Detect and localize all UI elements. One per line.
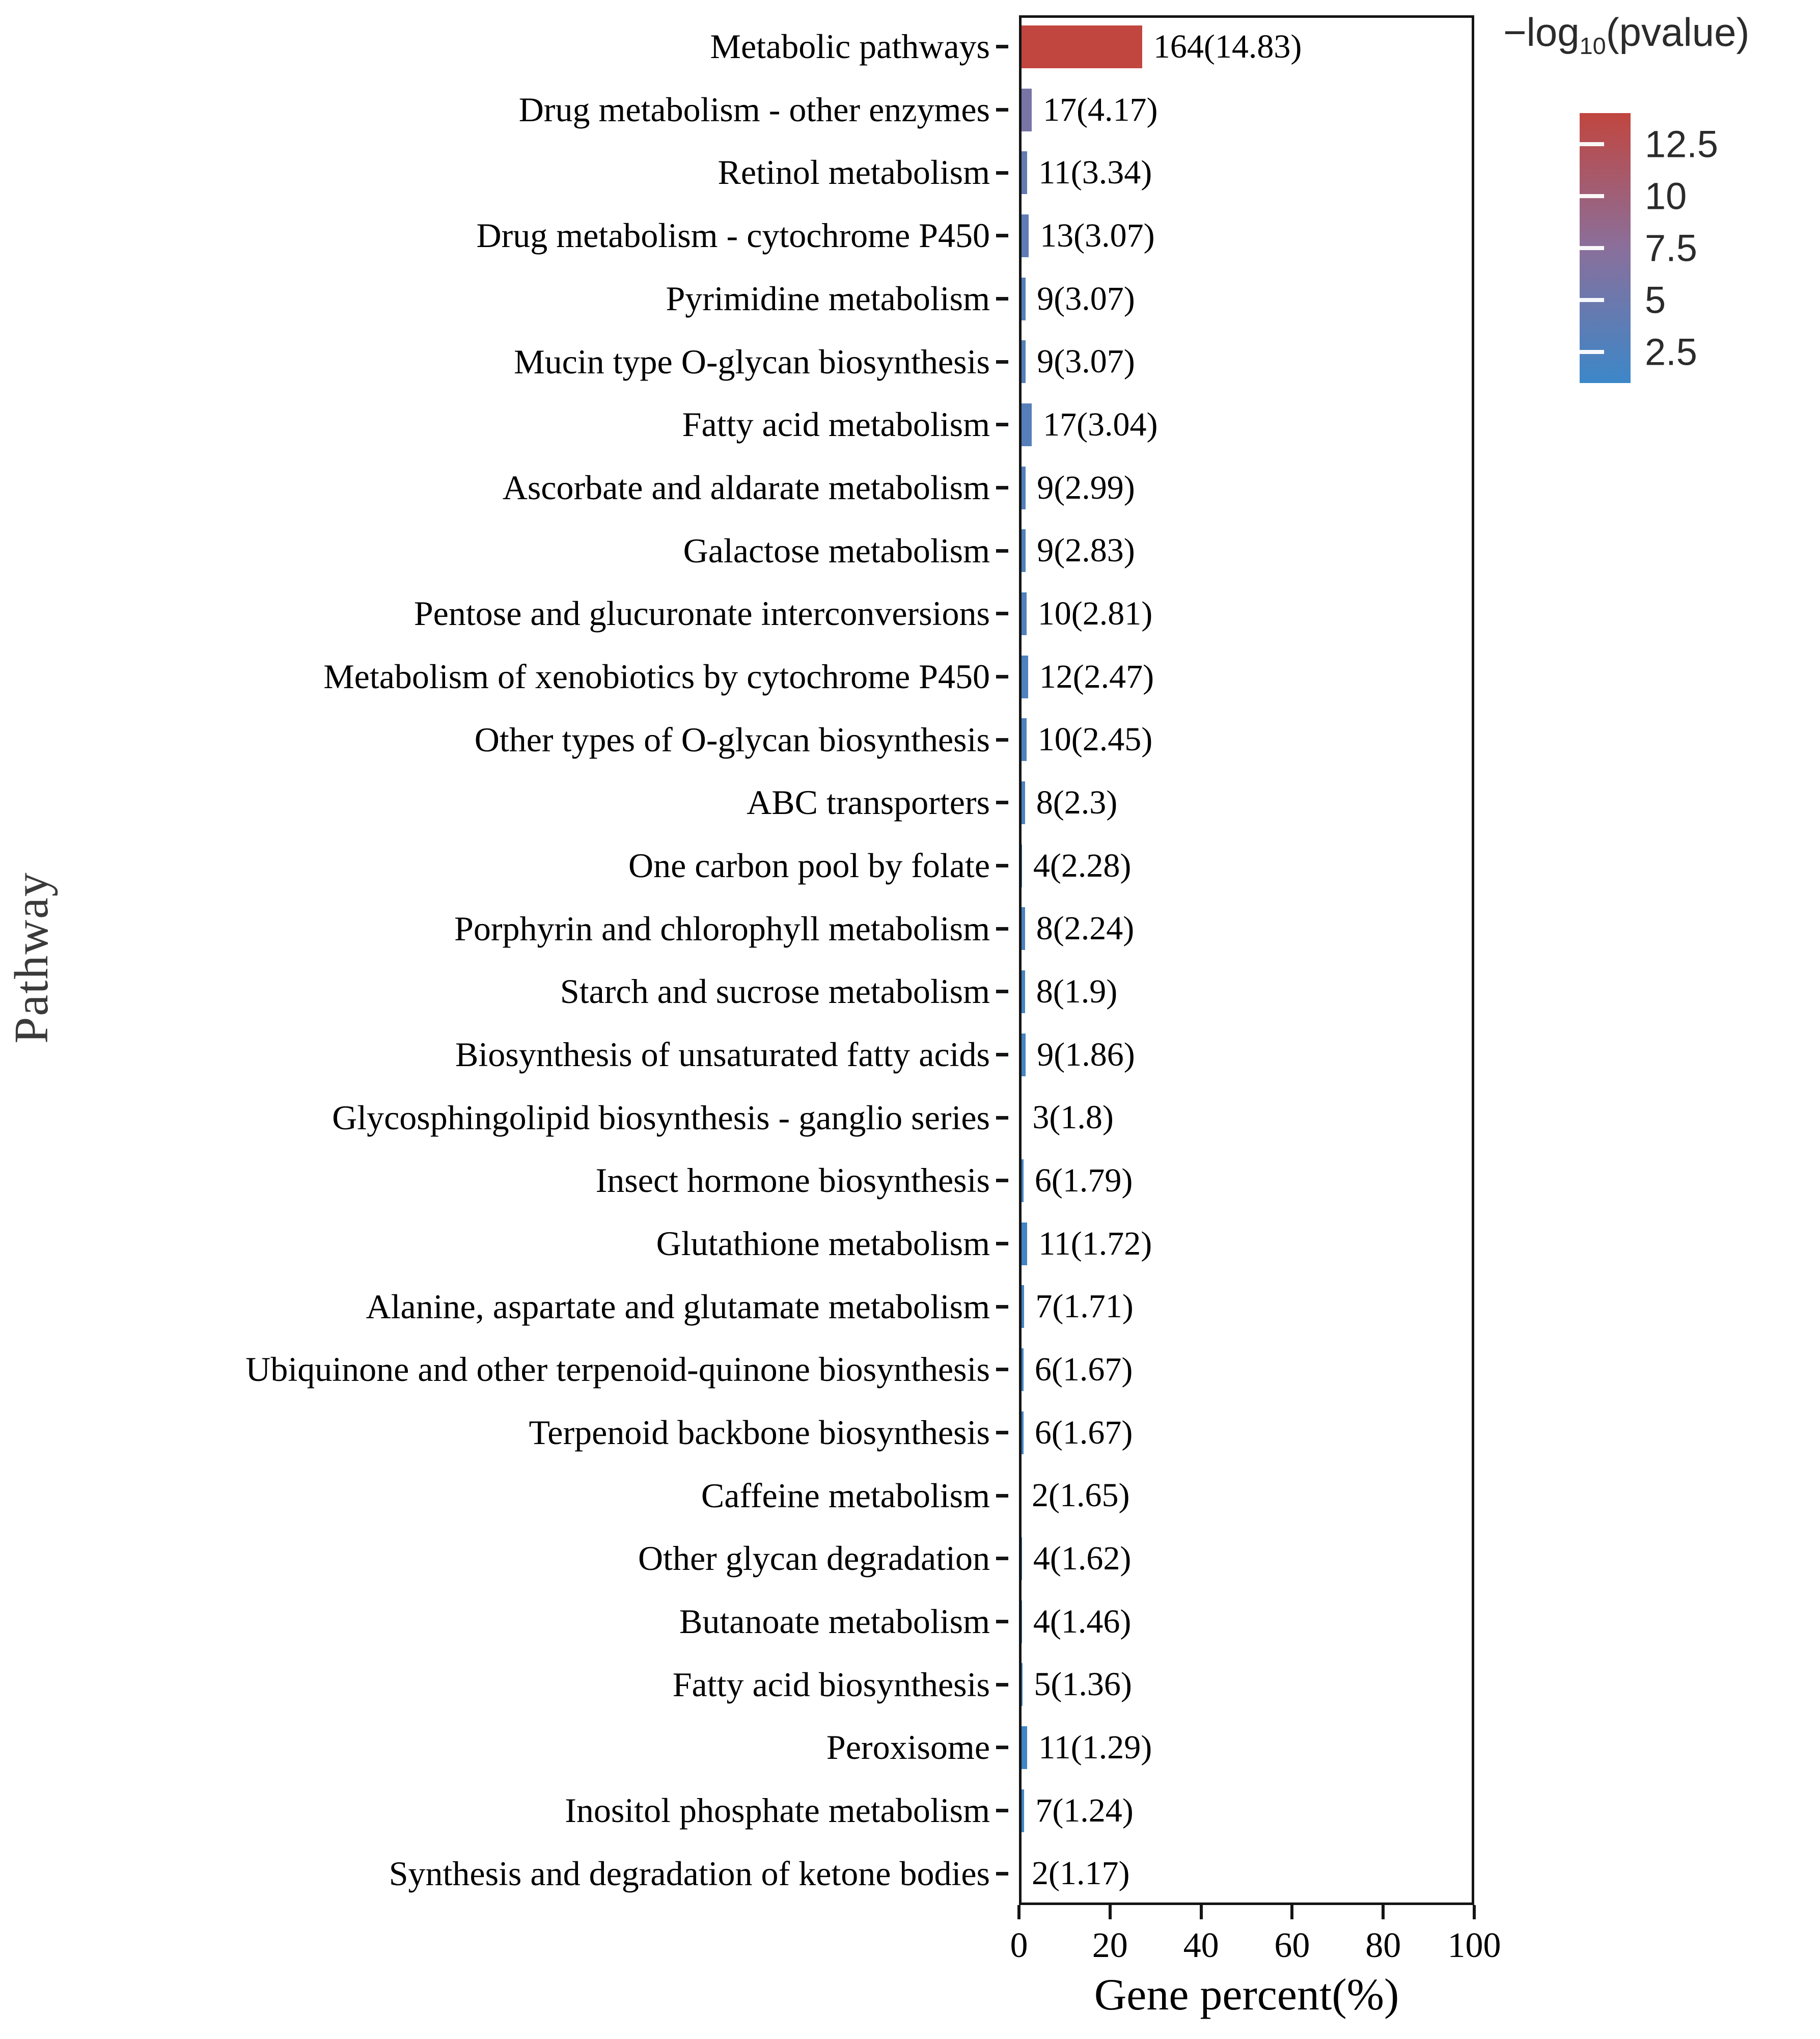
y-axis-tick bbox=[996, 1179, 1008, 1182]
x-axis-tick-label: 60 bbox=[1274, 1926, 1310, 1965]
pathway-label: Drug metabolism - cytochrome P450 bbox=[476, 216, 990, 255]
bar-cell bbox=[1019, 267, 1135, 331]
gene-percent-bar bbox=[1019, 25, 1142, 68]
y-axis-tick bbox=[996, 423, 1008, 426]
legend-title-prefix: −log bbox=[1503, 10, 1580, 55]
bar-value-label: 6(1.67) bbox=[1034, 1413, 1133, 1451]
y-axis-tick bbox=[996, 45, 1008, 48]
gene-percent-bar bbox=[1019, 1222, 1027, 1265]
pathway-label: Galactose metabolism bbox=[683, 531, 990, 570]
y-axis-tick bbox=[996, 171, 1008, 175]
pathway-row bbox=[0, 834, 1474, 898]
colorbar-tick-label: 2.5 bbox=[1645, 331, 1697, 373]
bar-cell bbox=[1019, 834, 1131, 898]
gene-percent-bar bbox=[1019, 1852, 1021, 1895]
y-axis-tick bbox=[996, 297, 1008, 301]
colorbar-tick bbox=[1580, 142, 1604, 146]
y-axis-title: Pathway bbox=[5, 872, 58, 1044]
gene-percent-bar bbox=[1019, 907, 1025, 950]
bar-cell bbox=[1019, 1590, 1131, 1653]
bar-value-label: 164(14.83) bbox=[1153, 28, 1302, 65]
bar-cell bbox=[1019, 1716, 1152, 1779]
bar-cell bbox=[1019, 1842, 1129, 1905]
pathway-label: Starch and sucrose metabolism bbox=[560, 972, 990, 1011]
gene-percent-bar bbox=[1019, 1348, 1024, 1391]
pathway-row bbox=[0, 393, 1474, 456]
y-axis-tick bbox=[996, 360, 1008, 364]
y-axis-tick bbox=[996, 1368, 1008, 1371]
bar-cell bbox=[1019, 645, 1154, 709]
pathway-label: Metabolic pathways bbox=[710, 27, 990, 66]
x-axis-tick bbox=[1382, 1905, 1385, 1919]
bar-cell bbox=[1019, 1086, 1114, 1149]
pathway-row bbox=[0, 771, 1474, 834]
pathway-label: Fatty acid biosynthesis bbox=[672, 1665, 990, 1704]
gene-percent-bar bbox=[1019, 1159, 1024, 1202]
bar-value-label: 6(1.67) bbox=[1034, 1350, 1133, 1388]
pathway-label: Ascorbate and aldarate metabolism bbox=[502, 468, 990, 507]
bar-cell bbox=[1019, 1275, 1134, 1338]
pathway-row bbox=[0, 1590, 1474, 1653]
y-axis-tick bbox=[996, 738, 1008, 742]
bar-value-label: 2(1.65) bbox=[1032, 1477, 1130, 1514]
gene-percent-bar bbox=[1019, 1034, 1026, 1076]
y-axis-tick bbox=[996, 1620, 1008, 1623]
bar-value-label: 11(1.72) bbox=[1038, 1225, 1152, 1262]
pathway-label: Fatty acid metabolism bbox=[682, 405, 990, 444]
bar-value-label: 11(1.29) bbox=[1038, 1728, 1152, 1766]
gene-percent-bar bbox=[1019, 467, 1026, 509]
y-axis-tick bbox=[996, 1116, 1008, 1120]
gene-percent-bar bbox=[1019, 592, 1027, 635]
y-axis-tick bbox=[996, 1494, 1008, 1498]
pathway-row bbox=[0, 1779, 1474, 1842]
pathway-row bbox=[0, 582, 1474, 645]
bar-cell bbox=[1019, 141, 1152, 204]
gene-percent-bar bbox=[1019, 1789, 1024, 1832]
pathway-row bbox=[0, 1527, 1474, 1590]
bar-cell bbox=[1019, 1212, 1152, 1275]
bar-cell bbox=[1019, 456, 1135, 520]
gene-percent-bar bbox=[1019, 781, 1025, 824]
y-axis-tick bbox=[996, 549, 1008, 553]
colorbar-tick bbox=[1580, 246, 1604, 250]
gene-percent-bar bbox=[1019, 1411, 1024, 1454]
bar-cell bbox=[1019, 582, 1152, 645]
y-axis-tick bbox=[996, 108, 1008, 112]
bar-value-label: 9(2.83) bbox=[1037, 532, 1135, 569]
y-axis-tick bbox=[996, 1431, 1008, 1434]
bar-cell bbox=[1019, 771, 1117, 834]
pathway-label: Porphyrin and chlorophyll metabolism bbox=[454, 909, 990, 948]
legend-title-suffix: (pvalue) bbox=[1606, 10, 1750, 55]
bar-cell bbox=[1019, 330, 1135, 393]
bar-cell bbox=[1019, 897, 1134, 960]
bar-value-label: 6(1.79) bbox=[1034, 1161, 1133, 1199]
colorbar-tick-label: 7.5 bbox=[1645, 227, 1697, 269]
pathway-label: Other glycan degradation bbox=[638, 1539, 990, 1578]
colorbar-tick bbox=[1580, 298, 1604, 302]
pathway-label: Ubiquinone and other terpenoid-quinone biosynthesis bbox=[245, 1350, 990, 1389]
colorbar-tick bbox=[1580, 194, 1604, 198]
bar-cell bbox=[1019, 1401, 1133, 1464]
gene-percent-bar bbox=[1019, 1285, 1024, 1328]
bar-rows bbox=[0, 15, 1474, 1905]
bar-cell bbox=[1019, 1023, 1135, 1086]
gene-percent-bar bbox=[1019, 278, 1026, 320]
bar-cell bbox=[1019, 519, 1135, 582]
pathway-label: Retinol metabolism bbox=[718, 153, 990, 192]
bar-value-label: 5(1.36) bbox=[1034, 1666, 1132, 1703]
bar-value-label: 2(1.17) bbox=[1032, 1855, 1130, 1892]
bar-value-label: 13(3.07) bbox=[1040, 216, 1155, 254]
pathway-row bbox=[0, 456, 1474, 520]
bar-cell bbox=[1019, 204, 1155, 267]
bar-cell bbox=[1019, 78, 1158, 142]
y-axis-tick bbox=[996, 1746, 1008, 1749]
x-axis-tick bbox=[1473, 1905, 1476, 1919]
bar-value-label: 12(2.47) bbox=[1039, 658, 1154, 695]
x-axis-tick-label: 40 bbox=[1183, 1926, 1219, 1965]
bar-value-label: 8(2.24) bbox=[1036, 910, 1135, 947]
bar-cell bbox=[1019, 1779, 1134, 1842]
gene-percent-bar bbox=[1019, 845, 1022, 887]
pathway-row bbox=[0, 1275, 1474, 1338]
pathway-row bbox=[0, 204, 1474, 267]
gene-percent-bar bbox=[1019, 1096, 1021, 1139]
y-axis-tick bbox=[996, 1053, 1008, 1056]
x-axis-tick-label: 80 bbox=[1365, 1926, 1401, 1965]
pathway-row bbox=[0, 1653, 1474, 1716]
y-axis-tick bbox=[996, 864, 1008, 867]
pathway-row bbox=[0, 267, 1474, 331]
legend-colorbar bbox=[1580, 113, 1631, 383]
pathway-row bbox=[0, 1023, 1474, 1086]
bar-cell bbox=[1019, 393, 1158, 456]
bar-value-label: 8(2.3) bbox=[1036, 783, 1118, 821]
pathway-row bbox=[0, 141, 1474, 204]
gene-percent-bar bbox=[1019, 340, 1026, 383]
y-axis-tick bbox=[996, 1305, 1008, 1309]
pathway-row bbox=[0, 15, 1474, 78]
pathway-label: Biosynthesis of unsaturated fatty acids bbox=[455, 1035, 990, 1074]
pathway-row bbox=[0, 1338, 1474, 1401]
gene-percent-bar bbox=[1019, 89, 1032, 131]
x-axis-tick-label: 0 bbox=[1010, 1926, 1028, 1965]
bar-cell bbox=[1019, 960, 1117, 1023]
pathway-row bbox=[0, 1842, 1474, 1905]
pathway-label: Other types of O-glycan biosynthesis bbox=[474, 720, 990, 759]
bar-cell bbox=[1019, 708, 1152, 771]
bar-cell bbox=[1019, 1653, 1132, 1716]
x-axis-tick bbox=[1109, 1905, 1112, 1919]
bar-value-label: 7(1.24) bbox=[1035, 1791, 1134, 1829]
gene-percent-bar bbox=[1019, 656, 1028, 698]
bar-cell bbox=[1019, 1527, 1131, 1590]
y-axis-tick bbox=[996, 927, 1008, 931]
pathway-row bbox=[0, 1464, 1474, 1527]
legend-title-subscript: 10 bbox=[1579, 33, 1606, 59]
pathway-row bbox=[0, 1401, 1474, 1464]
x-axis-tick-label: 20 bbox=[1092, 1926, 1128, 1965]
bar-value-label: 4(1.46) bbox=[1033, 1602, 1132, 1640]
bar-value-label: 9(2.99) bbox=[1037, 469, 1135, 506]
bar-value-label: 9(3.07) bbox=[1037, 280, 1135, 317]
y-axis-tick bbox=[996, 1242, 1008, 1245]
bar-value-label: 3(1.8) bbox=[1032, 1099, 1114, 1136]
y-axis-tick bbox=[996, 990, 1008, 993]
pathway-row bbox=[0, 708, 1474, 771]
bar-value-label: 11(3.34) bbox=[1038, 154, 1152, 192]
x-axis-tick bbox=[1017, 1905, 1021, 1919]
pathway-label: Inositol phosphate metabolism bbox=[565, 1790, 990, 1830]
pathway-label: Metabolism of xenobiotics by cytochrome P450 bbox=[323, 657, 990, 696]
pathway-row bbox=[0, 330, 1474, 393]
pathway-row bbox=[0, 897, 1474, 960]
bar-value-label: 4(1.62) bbox=[1033, 1539, 1132, 1577]
y-axis-tick bbox=[996, 486, 1008, 490]
legend-title bbox=[1503, 9, 1750, 60]
pathway-row bbox=[0, 1716, 1474, 1779]
pathway-label: Mucin type O-glycan biosynthesis bbox=[514, 342, 990, 381]
pathway-label: Glutathione metabolism bbox=[656, 1224, 990, 1263]
bar-cell bbox=[1019, 1149, 1133, 1212]
pathway-label: Pentose and glucuronate interconversions bbox=[413, 594, 990, 633]
gene-percent-bar bbox=[1019, 1600, 1022, 1643]
bar-value-label: 7(1.71) bbox=[1035, 1288, 1134, 1325]
bar-cell bbox=[1019, 15, 1302, 78]
colorbar-tick bbox=[1580, 350, 1604, 354]
bar-value-label: 9(1.86) bbox=[1037, 1036, 1135, 1073]
gene-percent-bar bbox=[1019, 1663, 1023, 1706]
x-axis-tick bbox=[1290, 1905, 1293, 1919]
x-axis-tick bbox=[1200, 1905, 1203, 1919]
pathway-row bbox=[0, 519, 1474, 582]
y-axis-tick bbox=[996, 612, 1008, 615]
pathway-label: Pyrimidine metabolism bbox=[666, 279, 990, 318]
gene-percent-bar bbox=[1019, 151, 1027, 194]
pathway-label: Peroxisome bbox=[826, 1728, 990, 1767]
gene-percent-bar bbox=[1019, 718, 1027, 761]
y-axis-tick bbox=[996, 234, 1008, 237]
pathway-row bbox=[0, 1149, 1474, 1212]
bar-cell bbox=[1019, 1338, 1133, 1401]
pathway-row bbox=[0, 1212, 1474, 1275]
pathway-label: Synthesis and degradation of ketone bodies bbox=[389, 1854, 990, 1893]
pathway-label: Butanoate metabolism bbox=[679, 1601, 990, 1641]
y-axis-tick bbox=[996, 675, 1008, 678]
pathway-label: ABC transporters bbox=[747, 783, 990, 822]
gene-percent-bar bbox=[1019, 214, 1029, 257]
pathway-label: Terpenoid backbone biosynthesis bbox=[529, 1412, 990, 1452]
y-axis-tick bbox=[996, 1683, 1008, 1687]
colorbar-tick-label: 12.5 bbox=[1645, 123, 1719, 166]
colorbar-tick-label: 10 bbox=[1645, 175, 1687, 218]
pathway-row bbox=[0, 78, 1474, 142]
x-axis-title: Gene percent(%) bbox=[1094, 1970, 1399, 2020]
y-axis-tick bbox=[996, 1872, 1008, 1875]
pathway-row bbox=[0, 1086, 1474, 1149]
x-axis bbox=[1010, 1905, 1501, 1971]
gene-percent-bar bbox=[1019, 970, 1025, 1013]
y-axis-tick bbox=[996, 1557, 1008, 1560]
bar-value-label: 10(2.45) bbox=[1037, 721, 1153, 758]
bar-value-label: 4(2.28) bbox=[1033, 847, 1132, 884]
colorbar-tick-label: 5 bbox=[1645, 279, 1666, 321]
bar-value-label: 8(1.9) bbox=[1036, 972, 1118, 1010]
x-axis-tick-label: 100 bbox=[1447, 1926, 1501, 1965]
gene-percent-bar bbox=[1019, 1726, 1027, 1769]
bar-cell bbox=[1019, 1464, 1129, 1527]
y-axis-tick bbox=[996, 801, 1008, 804]
pathway-row bbox=[0, 960, 1474, 1023]
pathway-label: Caffeine metabolism bbox=[701, 1476, 990, 1515]
gene-percent-bar bbox=[1019, 1474, 1021, 1517]
pathway-label: Drug metabolism - other enzymes bbox=[518, 90, 990, 129]
pathway-label: One carbon pool by folate bbox=[628, 846, 990, 885]
y-axis-tick bbox=[996, 1809, 1008, 1812]
gene-percent-bar bbox=[1019, 1537, 1022, 1580]
bar-value-label: 9(3.07) bbox=[1037, 343, 1135, 380]
pathway-label: Glycosphingolipid biosynthesis - ganglio series bbox=[332, 1098, 990, 1137]
pathway-label: Alanine, aspartate and glutamate metabolism bbox=[366, 1287, 990, 1326]
bar-value-label: 10(2.81) bbox=[1037, 594, 1153, 632]
pathway-label: Insect hormone biosynthesis bbox=[595, 1161, 990, 1200]
gene-percent-bar bbox=[1019, 529, 1026, 572]
bar-value-label: 17(3.04) bbox=[1043, 405, 1158, 443]
pathway-row bbox=[0, 645, 1474, 709]
gene-percent-bar bbox=[1019, 403, 1032, 446]
bar-value-label: 17(4.17) bbox=[1043, 91, 1158, 128]
